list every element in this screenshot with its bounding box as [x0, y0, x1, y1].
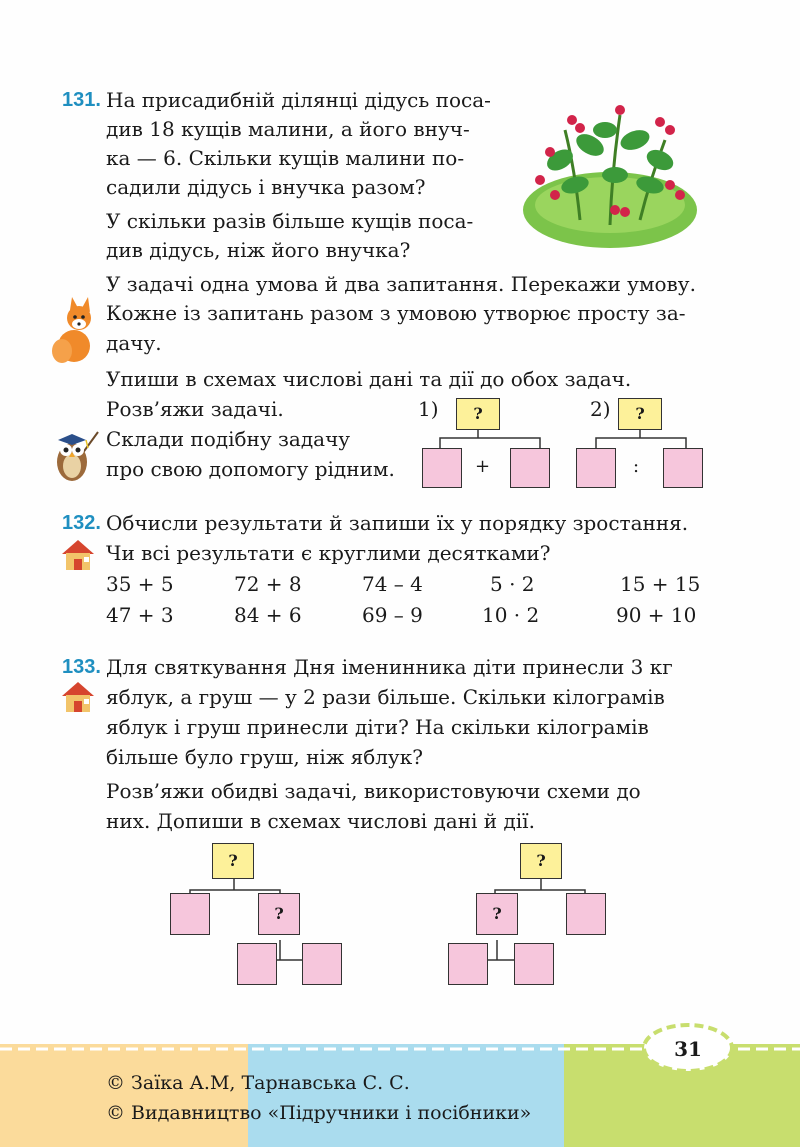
scheme-a-left-box[interactable] — [170, 893, 210, 935]
p131-line-12: Склади подібну задачу — [106, 427, 351, 451]
scheme-b-bottom-left-box[interactable] — [448, 943, 488, 985]
expr-r1-c4: 5 · 2 — [490, 572, 535, 596]
fox-icon — [52, 296, 102, 366]
scheme-a-bottom-left-box[interactable] — [237, 943, 277, 985]
p131-line-1: На присадибній ділянці дідусь поса- — [106, 88, 491, 112]
p133-line-3: яблук і груш принесли діти? На скільки кілограмів — [106, 715, 649, 739]
scheme-b-right-box[interactable] — [566, 893, 606, 935]
scheme-2-question-box: ? — [618, 398, 662, 430]
p133-line-5: Розв’яжи обидві задачі, використовуючи схеми до — [106, 779, 641, 803]
p132-line-1: Обчисли результати й запиши їх у порядку зростання. — [106, 511, 689, 535]
expr-r2-c5: 90 + 10 — [616, 603, 697, 627]
p133-line-4: більше було груш, ніж яблук? — [106, 745, 423, 769]
scheme-b-left-question-box: ? — [476, 893, 518, 935]
page-number: 31 — [674, 1037, 702, 1061]
expr-r2-c4: 10 · 2 — [482, 603, 540, 627]
scheme-2-left-box[interactable] — [576, 448, 616, 488]
footer-band-orange — [0, 1044, 248, 1147]
problem-132-number: 132. — [62, 512, 101, 534]
p131-line-4: садили дідусь і внучка разом? — [106, 175, 426, 199]
scheme-1-right-box[interactable] — [510, 448, 550, 488]
footer-band-blue — [248, 1044, 564, 1147]
home-icon — [60, 680, 96, 714]
p131-line-13: про свою допомогу рідним. — [106, 457, 395, 481]
p131-line-8: Кожне із запитань разом з умовою утворює просту за- — [106, 301, 686, 325]
scheme-b-bottom-right-box[interactable] — [514, 943, 554, 985]
p131-line-11: Розв’яжи задачі. — [106, 397, 284, 421]
p131-line-7: У задачі одна умова й два запитання. Перекажи умову. — [106, 272, 696, 296]
home-icon — [60, 538, 96, 572]
copyright-authors: © Заїка А.М, Тарнавська С. С. — [106, 1072, 410, 1094]
expr-r1-c1: 35 + 5 — [106, 572, 174, 596]
p131-line-6: див дідусь, ніж його внучка? — [106, 238, 411, 262]
scheme-1-left-box[interactable] — [422, 448, 462, 488]
expr-r1-c5: 15 + 15 — [620, 572, 701, 596]
problem-131-number: 131. — [62, 89, 101, 111]
p132-line-2: Чи всі результати є круглими десятками? — [106, 541, 551, 565]
expr-r2-c1: 47 + 3 — [106, 603, 174, 627]
scheme-2-label: 2) — [590, 397, 611, 421]
problem-133-number: 133. — [62, 656, 101, 678]
scheme-a-bottom-right-box[interactable] — [302, 943, 342, 985]
expr-r2-c2: 84 + 6 — [234, 603, 302, 627]
scheme-1-label: 1) — [418, 397, 439, 421]
owl-teacher-icon — [52, 424, 102, 484]
scheme-2-operation: : — [633, 456, 640, 477]
expr-r2-c3: 69 – 9 — [362, 603, 423, 627]
scheme-1-operation: + — [475, 456, 491, 477]
p131-line-2: див 18 кущів малини, а його внуч- — [106, 117, 470, 141]
scheme-1-question-box: ? — [456, 398, 500, 430]
p133-line-1: Для святкування Дня іменинника діти принесли 3 кг — [106, 655, 673, 679]
expr-r1-c3: 74 – 4 — [362, 572, 423, 596]
p133-line-2: яблук, а груш — у 2 рази більше. Скільки кілограмів — [106, 685, 665, 709]
copyright-publisher: © Видавництво «Підручники і посібники» — [106, 1102, 532, 1124]
scheme-2-right-box[interactable] — [663, 448, 703, 488]
scheme-b-top-question: ? — [520, 843, 562, 879]
scheme-a-top-question: ? — [212, 843, 254, 879]
p133-line-6: них. Допиши в схемах числові дані й дії. — [106, 809, 535, 833]
scheme-a-right-question-box: ? — [258, 893, 300, 935]
expr-r1-c2: 72 + 8 — [234, 572, 302, 596]
raspberry-bush-illustration — [520, 100, 700, 250]
p131-line-5: У скільки разів більше кущів поса- — [106, 209, 474, 233]
p131-line-9: дачу. — [106, 331, 162, 355]
p131-line-3: ка — 6. Скільки кущів малини по- — [106, 146, 465, 170]
p131-line-10: Упиши в схемах числові дані та дії до обох задач. — [106, 367, 632, 391]
